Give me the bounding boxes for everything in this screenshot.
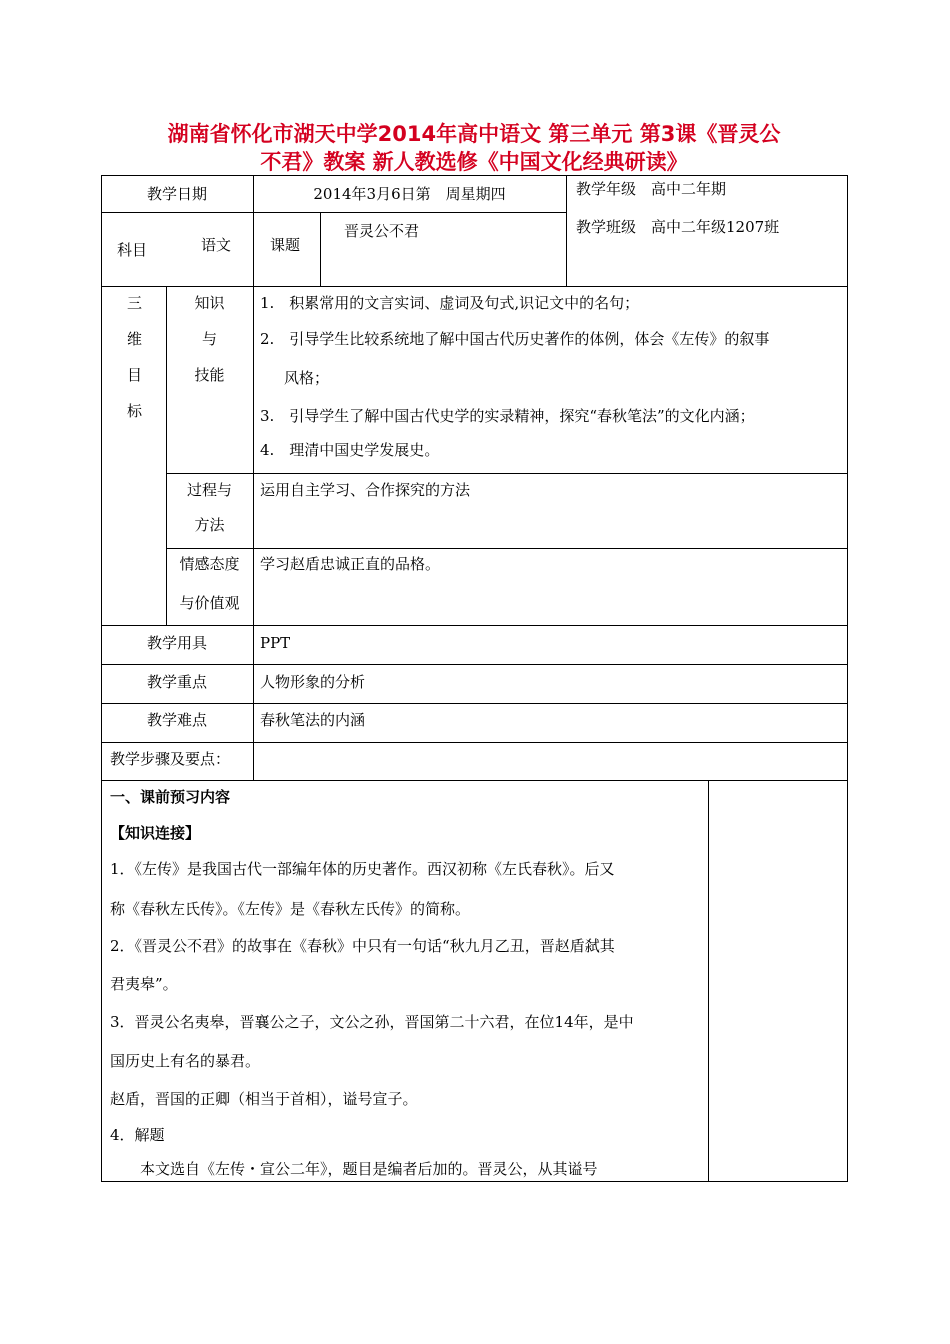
key-label: 教学重点 [146,673,207,691]
row-line [166,473,848,474]
row-line [101,703,848,704]
knowledge-label-3: 技能 [194,366,225,384]
row-line [101,780,848,781]
content-line-4: 君夷皋”。 [110,975,178,993]
row-line [166,548,848,549]
document-title [100,120,848,176]
table-border-right [847,175,848,1182]
steps-label: 教学步骤及要点： [110,750,231,768]
date-label: 教学日期 [146,185,207,203]
goals-char-4: 标 [127,402,143,420]
emotion-label-2: 与价值观 [179,594,240,612]
class-value: 教学班级 高中二年级1207班 [576,218,780,236]
subject-label: 科目 [117,241,148,259]
topic-value: 晋灵公不君 [344,222,420,240]
col-line [320,212,321,286]
table-border-top [101,175,848,176]
emotion-label-1: 情感态度 [179,555,240,573]
title-line-1: 湖南省怀化市湖天中学2014年高中语文 第三单元 第3课《晋灵公 [167,122,781,146]
title-line-2: 不君》教案 新人教选修《中国文化经典研读》 [260,150,688,174]
table-border-bottom [101,1181,848,1182]
col-line [253,286,254,780]
row-line [101,742,848,743]
col-line [566,175,567,286]
tools-value: PPT [260,634,291,652]
content-line-9: 本文选自《左传・宣公二年》，题目是编者后加的。晋灵公，从其谥号 [110,1160,598,1178]
content-line-8: 4．解题 [110,1126,165,1144]
content-line-7: 赵盾，晋国的正卿（相当于首相），谥号宣子。 [110,1090,418,1108]
row-line [101,664,848,665]
process-label-1: 过程与 [186,481,232,499]
goals-char-1: 三 [127,294,143,312]
col-line [708,780,709,1181]
grade-value: 教学年级 高中二年期 [576,180,727,198]
knowledge-item-2: 2. 引导学生比较系统地了解中国古代历史著作的体例，体会《左传》的叙事 [260,330,770,348]
process-label-2: 方法 [194,516,225,534]
content-line-5: 3．晋灵公名夷皋，晋襄公之子，文公之孙，晋国第二十六君，在位14年，是中 [110,1013,634,1031]
content-line-3: 2．《晋灵公不君》的故事在《春秋》中只有一句话“秋九月乙丑，晋赵盾弑其 [110,937,615,955]
knowledge-label-2: 与 [201,330,217,348]
section-heading: 一、课前预习内容 [110,788,231,806]
tools-label: 教学用具 [146,634,207,652]
key-value: 人物形象的分析 [260,673,366,691]
knowledge-item-1: 1. 积累常用的文言实词、虚词及句式,识记文中的名句； [260,294,640,312]
row-line [101,625,848,626]
emotion-value: 学习赵盾忠诚正直的品格。 [260,555,441,573]
content-line-1: 1．《左传》是我国古代一部编年体的历史著作。西汉初称《左氏春秋》。后又 [110,860,615,878]
difficulty-value: 春秋笔法的内涵 [260,711,366,729]
topic-label: 课题 [270,236,301,254]
knowledge-item-2-cont: 风格； [284,369,330,387]
knowledge-label-1: 知识 [194,294,225,312]
knowledge-item-4: 4. 理清中国史学发展史。 [260,441,440,459]
goals-char-2: 维 [127,330,143,348]
content-line-6: 国历史上有名的暴君。 [110,1052,261,1070]
row-line [101,286,848,287]
knowledge-item-3: 3. 引导学生了解中国古代史学的实录精神，探究“春秋笔法”的文化内涵； [260,407,755,425]
process-value: 运用自主学习、合作探究的方法 [260,481,471,499]
row-line [101,212,566,213]
content-line-2: 称《春秋左氏传》。《左传》是《春秋左氏传》的简称。 [110,900,471,918]
difficulty-label: 教学难点 [146,711,207,729]
knowledge-link-heading: 【知识连接】 [110,824,201,842]
date-value: 2014年3月6日第 周星期四 [313,185,506,203]
goals-char-3: 目 [127,366,143,384]
subject-value: 语文 [201,236,232,254]
